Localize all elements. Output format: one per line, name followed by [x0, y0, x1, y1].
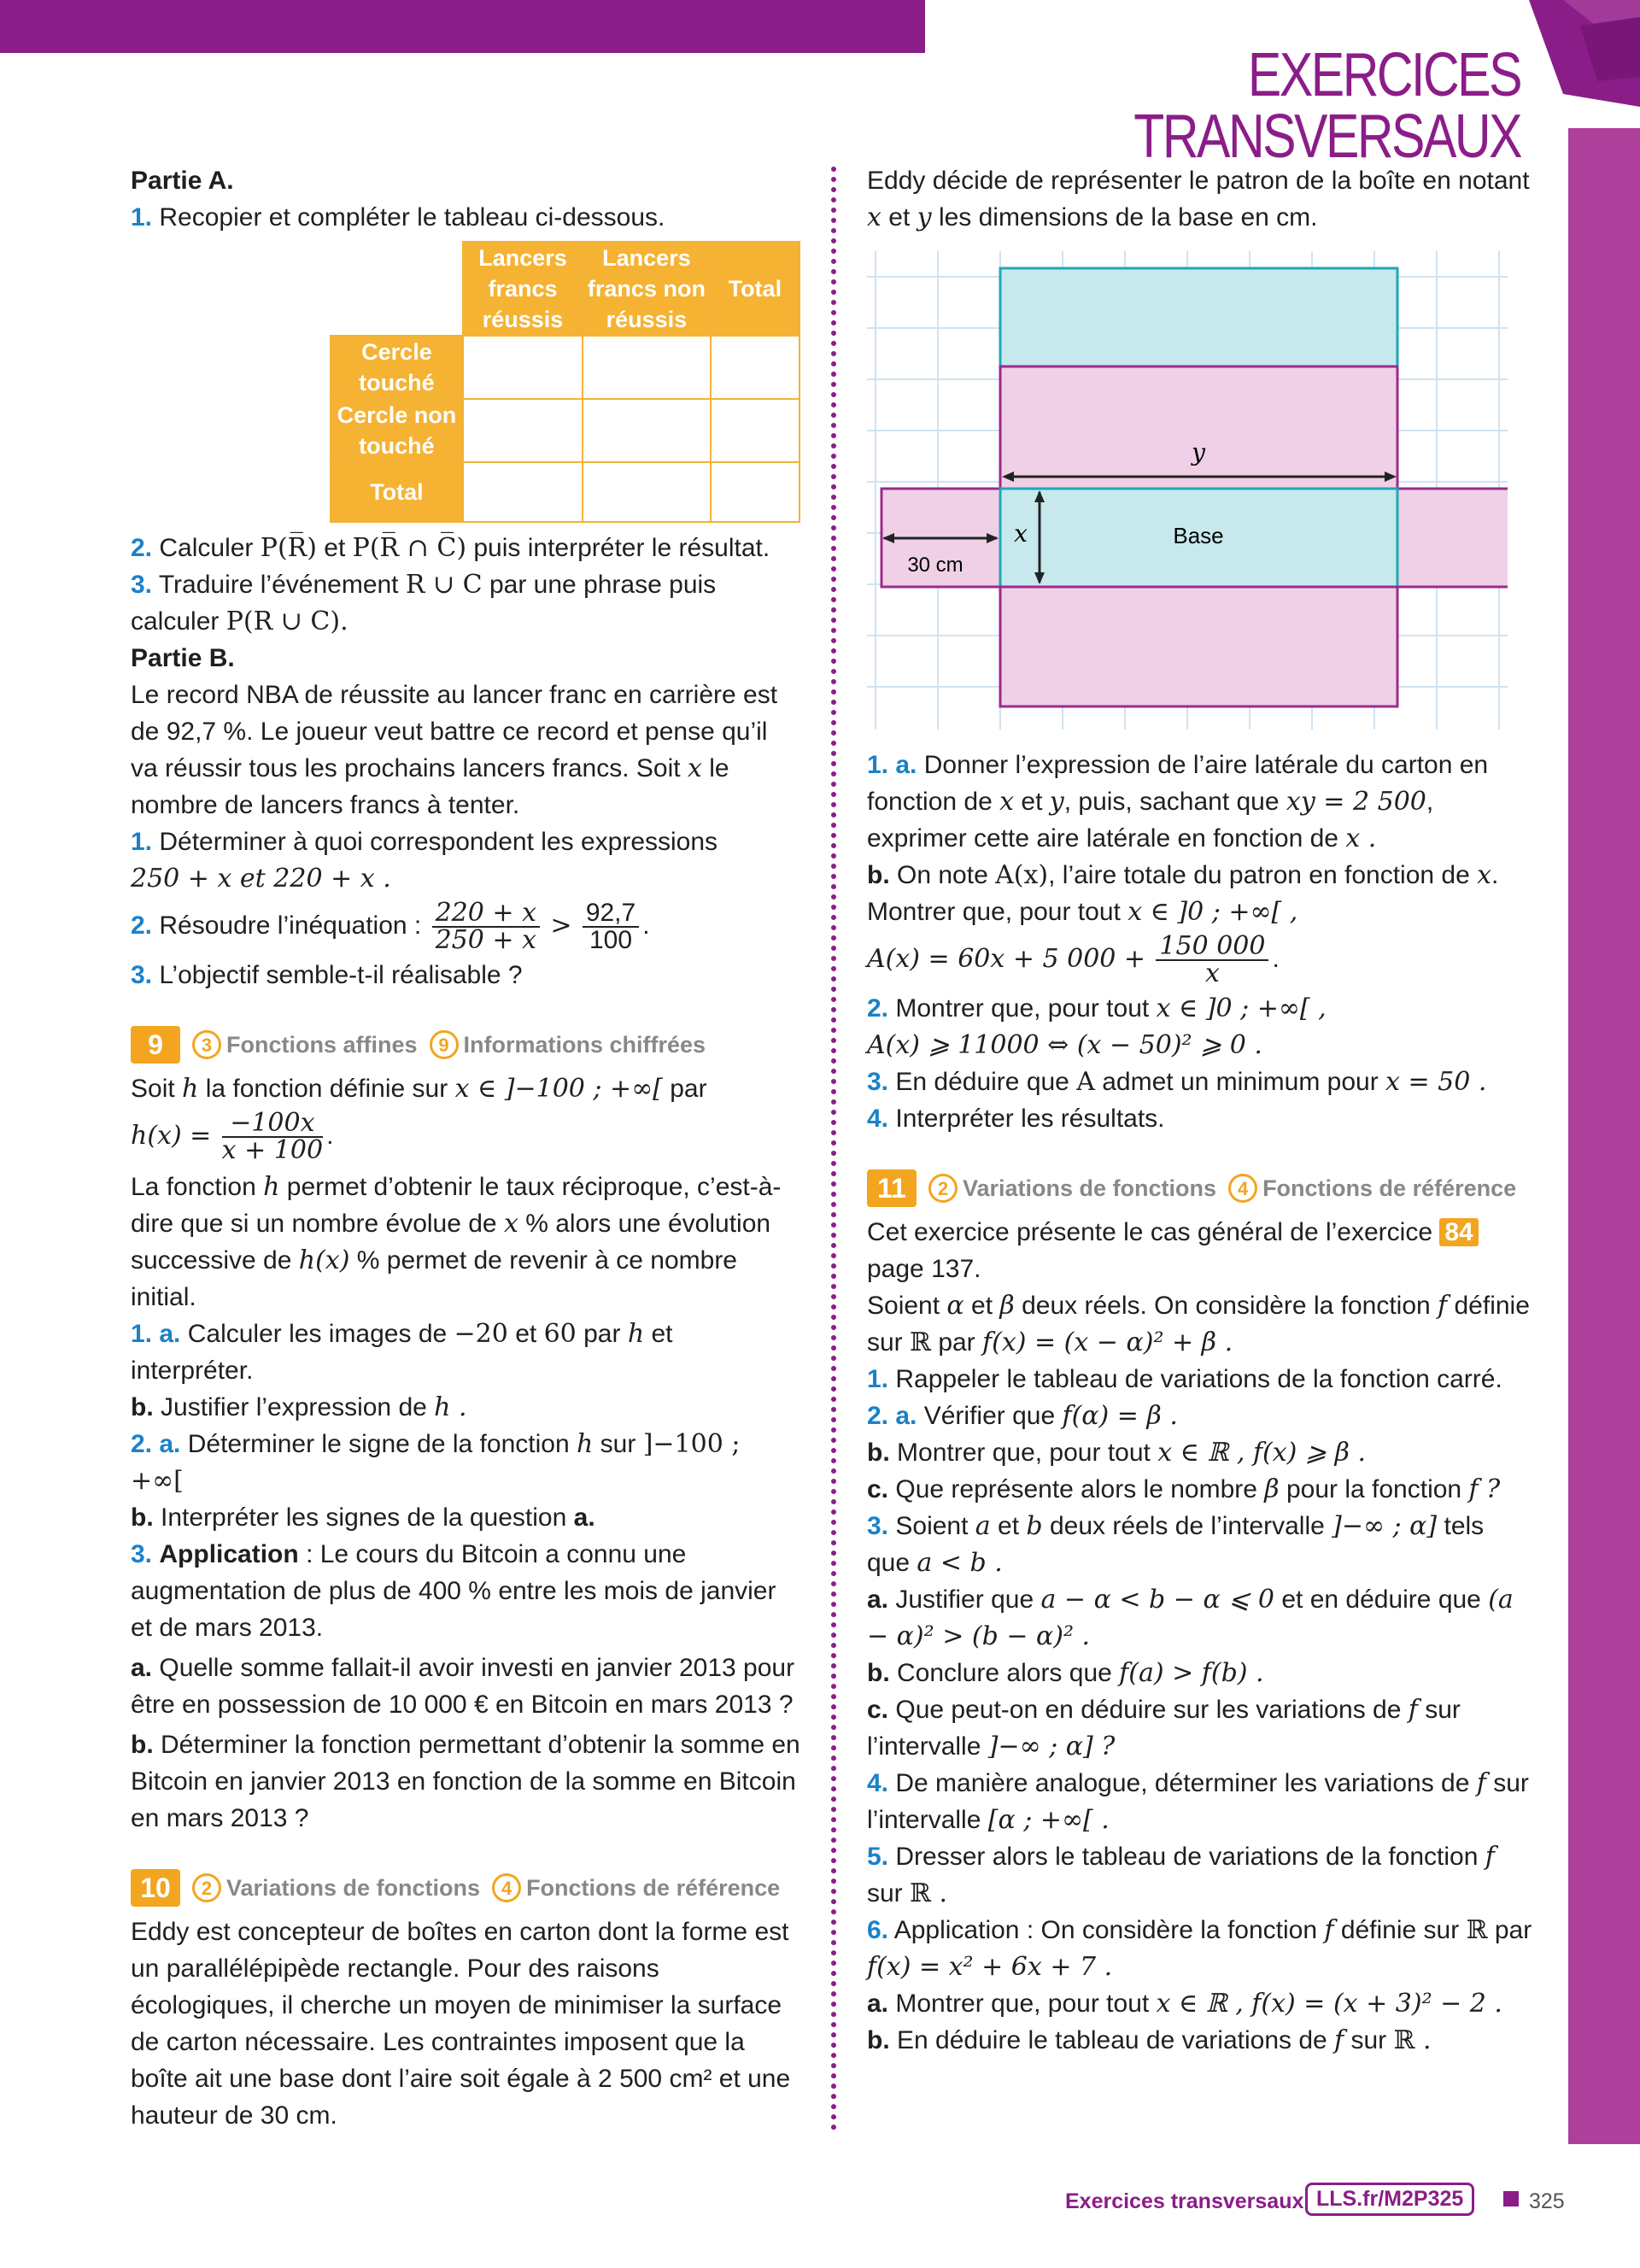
table-col-header: Total — [711, 242, 800, 336]
table-cell — [463, 399, 583, 462]
partA-q2: 2. Calculer P(R̅) et P(R̅ ∩ C̅) puis interpréter le résultat. — [131, 533, 770, 563]
ex11-q2b: b. Montrer que, pour tout x ∈ ℝ , f(x) ⩾ β . — [867, 1438, 1366, 1468]
ex11-intro: Cet exercice présente le cas général de l’exercice 84 page 137. — [867, 1214, 1533, 1287]
column-divider — [831, 167, 836, 2131]
label-y: y — [1192, 438, 1205, 466]
ex10-formula: A(x) = 60x + 5 000 + $\frac{150 000}{x}$ . — [867, 931, 1280, 988]
skill-tag: Fonctions de référence — [1262, 1175, 1517, 1201]
ex10-q1a: 1. a. Donner l’expression de l’aire latérale du carton en fonction de x et y, puis, sachant que xy = 2 500, exprimer cette aire latérale en fonction de x . — [867, 751, 1489, 853]
ex11-q4: 4. De manière analogue, déterminer les variations de f sur l’intervalle [α ; +∞[ . — [867, 1768, 1529, 1835]
front-face — [1000, 587, 1397, 706]
ex11-q2a: 2. a. Vérifier que f(α) = β . — [867, 1401, 1178, 1431]
ex11-q6: 6. Application : On considère la fonction f définie sur ℝ par f(x) = x² + 6x + 7 . — [867, 1915, 1532, 1982]
partA-q1: 1. Recopier et compléter le tableau ci-dessous. — [131, 203, 665, 231]
ex9-q3a: a. Quelle somme fallait-il avoir investi en janvier 2013 pour être en possession de 10 000 € en Bitcoin en mars 2013 ? — [131, 1654, 795, 1719]
right-margin-band — [1568, 128, 1640, 2144]
top-banner — [0, 0, 925, 53]
skill-icon: 4 — [492, 1873, 521, 1902]
exercise-11-header — [867, 1169, 1533, 1207]
exercise-10-header — [131, 1869, 800, 1907]
ex11-q1: 1. Rappeler le tableau de variations de la fonction carré. — [867, 1365, 1502, 1393]
table-cell — [711, 336, 800, 399]
exercise-number: 9 — [131, 1026, 180, 1064]
ex9-q2b: b. Interpréter les signes de la question a. — [131, 1503, 595, 1532]
footer-link[interactable]: LLS.fr/M2P325 — [1305, 2183, 1474, 2216]
ex9-def: Soit h la fonction définie sur x ∈ ]−100 ; +∞[ par — [131, 1074, 707, 1104]
skill-tag: Informations chiffrées — [463, 1031, 706, 1058]
partB-title: Partie B. — [131, 644, 235, 672]
table-cell — [583, 336, 710, 399]
table-row-header: Cercle touché — [331, 336, 463, 399]
left-column — [131, 162, 800, 2134]
ex10-q4: 4. Interpréter les résultats. — [867, 1105, 1165, 1133]
table-cell — [463, 336, 583, 399]
ex11-q6a: a. Montrer que, pour tout x ∈ ℝ , f(x) = (x + 3)² − 2 . — [867, 1989, 1502, 2019]
fraction: $\frac{150 000}{x}$ — [1156, 934, 1268, 987]
partB-intro: Le record NBA de réussite au lancer franc en carrière est de 92,7 %. Le joueur veut battre ce record et pense qu’il va réussir tous les prochains lancers francs. Soit x le nombre de lancers francs à tenter. — [131, 681, 778, 819]
ex10-q2: 2. Montrer que, pour tout x ∈ ]0 ; +∞[ , A(x) ⩾ 11000 ⇔ (x − 50)² ⩾ 0 . — [867, 993, 1327, 1060]
corner-decoration — [1529, 0, 1640, 107]
ex10-q1b: b. On note A(x), l’aire totale du patron en fonction de x. Montrer que, pour tout x ∈ ]0 ; +∞[ , — [867, 860, 1499, 927]
ex9-q1a: 1. a. Calculer les images de −20 et 60 par h et interpréter. — [131, 1319, 673, 1385]
right-face — [1397, 489, 1508, 587]
table-col-header: Lancers francs non réussis — [583, 242, 710, 336]
table-cell — [583, 462, 710, 522]
table-cell — [463, 462, 583, 522]
page-title: EXERCICES TRANSVERSAUX — [1133, 41, 1520, 171]
box-net-diagram — [858, 243, 1508, 738]
skill-icon: 2 — [192, 1873, 221, 1902]
partB-q2: 2. Résoudre l’inéquation : $\frac{220 + x}{250 + x}$ > $\frac{92,7}{100}$ . — [131, 898, 650, 955]
ex11-q3: 3. Soient a et b deux réels de l’intervalle ]−∞ ; α] tels que a < b . — [867, 1511, 1485, 1578]
footer-square-icon — [1503, 2191, 1519, 2206]
ex9-q3b: b. Déterminer la fonction permettant d’obtenir la somme en Bitcoin en janvier 2013 en fonction de la somme en Bitcoin en mars 2013 ? — [131, 1731, 800, 1832]
exercise-9-header — [131, 1026, 800, 1064]
table-cell — [583, 399, 710, 462]
back-face — [1000, 366, 1397, 489]
ex9-q1b: b. Justifier l’expression de h . — [131, 1392, 467, 1422]
table-row-header: Total — [331, 462, 463, 522]
footer-section-title: Exercices transversaux — [1065, 2189, 1304, 2213]
skill-icon: 2 — [928, 1174, 958, 1203]
ex10-text: Eddy décide de représenter le patron de la boîte en notant x et y les dimensions de la base en cm. — [867, 167, 1530, 232]
ex11-q3b: b. Conclure alors que f(a) > f(b) . — [867, 1658, 1264, 1688]
table-cell — [711, 462, 800, 522]
ex11-q5: 5. Dresser alors le tableau de variations de la fonction f sur ℝ . — [867, 1842, 1495, 1908]
ex10-intro: Eddy est concepteur de boîtes en carton dont la forme est un parallélépipède rectangle. Pour des raisons écologiques, il cherche un moyen de minimiser la surface de carton nécessaire. Les contraintes imposent que la boîte ait une base dont l’aire soit égale à 2 500 cm² et une hauteur de 30 cm. — [131, 1918, 791, 2130]
ex11-def: Soient α et β deux réels. On considère la fonction f définie sur ℝ par f(x) = (x − α)² + β . — [867, 1291, 1530, 1357]
table-col-header: Lancers francs réussis — [463, 242, 583, 336]
skill-icon: 3 — [192, 1030, 221, 1059]
skill-icon: 4 — [1228, 1174, 1257, 1203]
fraction: $\frac{-100x}{x + 100}$ — [221, 1108, 324, 1165]
table-cell — [711, 399, 800, 462]
ex11-q6b: b. En déduire le tableau de variations de f sur ℝ . — [867, 2025, 1432, 2055]
ex10-q3: 3. En déduire que A admet un minimum pour x = 50 . — [867, 1067, 1487, 1097]
right-column — [867, 162, 1533, 2059]
page-number: 325 — [1529, 2189, 1565, 2213]
label-x: x — [1014, 519, 1028, 548]
partB-q3: 3. L’objectif semble-t-il réalisable ? — [131, 961, 523, 989]
exercise-ref-link[interactable]: 84 — [1439, 1218, 1478, 1246]
ex9-formula: h(x) = $\frac{-100x}{x + 100}$ . — [131, 1108, 334, 1165]
ex11-q3a: a. Justifier que a − α < b − α ⩽ 0 et en déduire que (a − α)² > (b − α)² . — [867, 1585, 1514, 1651]
ex9-q2a: 2. a. Déterminer le signe de la fonction h sur ]−100 ; +∞[ — [131, 1429, 741, 1496]
ex9-q3: 3. Application : Le cours du Bitcoin a connu une augmentation de plus de 400 % entre les mois de janvier et de mars 2013. — [131, 1540, 776, 1642]
ex11-q3c: c. Que peut-on en déduire sur les variations de f sur l’intervalle ]−∞ ; α] ? — [867, 1695, 1461, 1761]
top-face — [1000, 268, 1397, 366]
table-row-header: Cercle non touché — [331, 399, 463, 462]
partB-q1: 1. Déterminer à quoi correspondent les expressions 250 + x et 220 + x . — [131, 828, 718, 894]
exercise-number: 10 — [131, 1869, 180, 1907]
skill-icon: 9 — [430, 1030, 459, 1059]
partA-q3: 3. Traduire l’événement R ∪ C par une phrase puis calculer P(R ∪ C). — [131, 570, 717, 636]
ex9-text: La fonction h permet d’obtenir le taux réciproque, c’est-à-dire que si un nombre évolue de x % alors une évolution successive de h(x) % permet de revenir à ce nombre initial. — [131, 1172, 782, 1311]
label-height: 30 cm — [907, 554, 964, 577]
skill-tag: Variations de fonctions — [963, 1175, 1217, 1201]
contingency-table — [330, 241, 800, 523]
skill-tag: Fonctions affines — [226, 1031, 418, 1058]
exercise-number: 11 — [867, 1169, 917, 1207]
partA-title: Partie A. — [131, 167, 234, 195]
label-base: Base — [1173, 523, 1224, 548]
table-corner — [331, 242, 463, 336]
ex11-q2c: c. Que représente alors le nombre β pour la fonction f ? — [867, 1474, 1501, 1504]
fraction: $\frac{92,7}{100}$ — [583, 900, 639, 953]
skill-tag: Variations de fonctions — [226, 1874, 481, 1901]
fraction: $\frac{220 + x}{250 + x}$ — [432, 900, 540, 953]
skill-tag: Fonctions de référence — [526, 1874, 781, 1901]
